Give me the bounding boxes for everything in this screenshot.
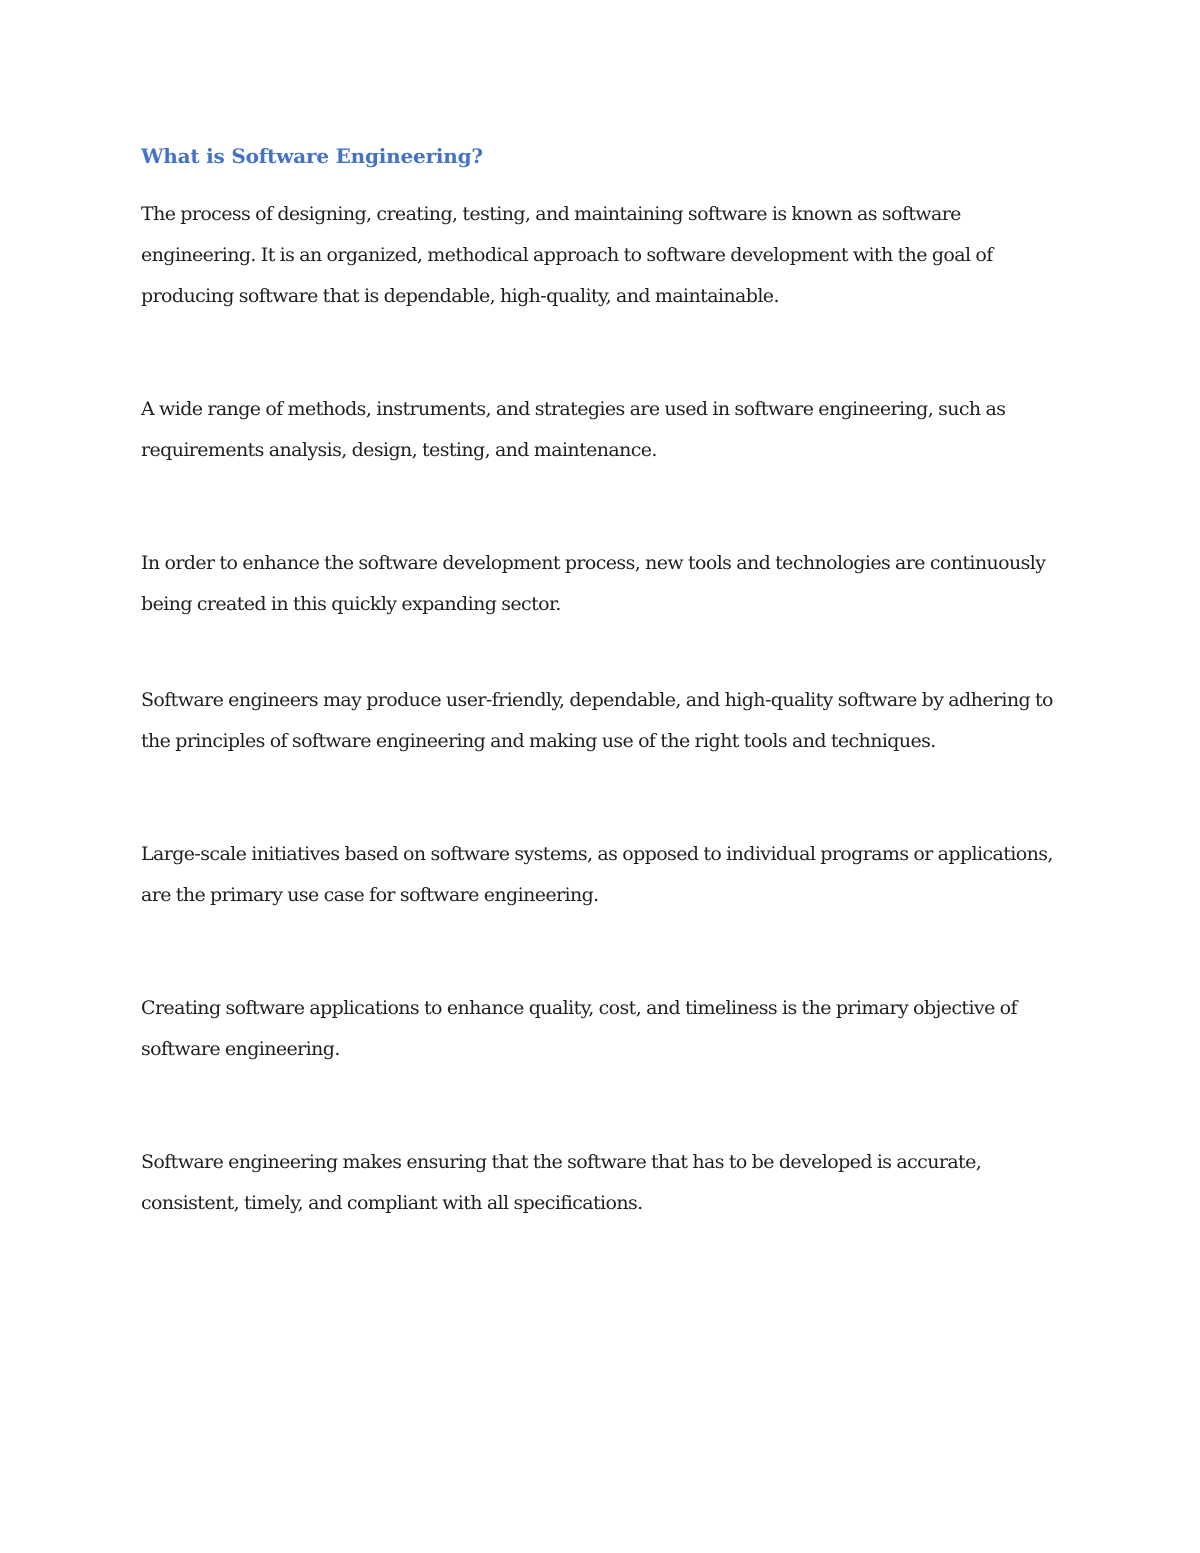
paragraph-methods: A wide range of methods, instruments, and strategies are used in software engineering, such as requirements analysis, design, testing, and maintenance. xyxy=(141,398,1006,461)
paragraph-large-scale: Large-scale initiatives based on software systems, as opposed to individual programs or applications, are the primary use case for software engineering. xyxy=(141,843,1053,906)
paragraph-objective: Creating software applications to enhance quality, cost, and timeliness is the primary objective of software engineering. xyxy=(141,997,1017,1060)
paragraph-new-tools: In order to enhance the software development process, new tools and technologies are continuously being created in this quickly expanding sector. xyxy=(141,552,1046,615)
paragraph-engineers: Software engineers may produce user-friendly, dependable, and high-quality software by adhering to the principles of software engineering and making use of the right tools and techniques. xyxy=(141,689,1053,752)
paragraph-accuracy: Software engineering makes ensuring that the software that has to be developed is accurate, consistent, timely, and compliant with all specifications. xyxy=(141,1151,982,1214)
document-body xyxy=(141,140,1066,1224)
paragraph-definition: The process of designing, creating, testing, and maintaining software is known as software engineering. It is an organized, methodical approach to software development with the goal of producing software that is dependable, high-quality, and maintainable. xyxy=(141,203,993,307)
document-heading: What is Software Engineering? xyxy=(141,144,483,168)
